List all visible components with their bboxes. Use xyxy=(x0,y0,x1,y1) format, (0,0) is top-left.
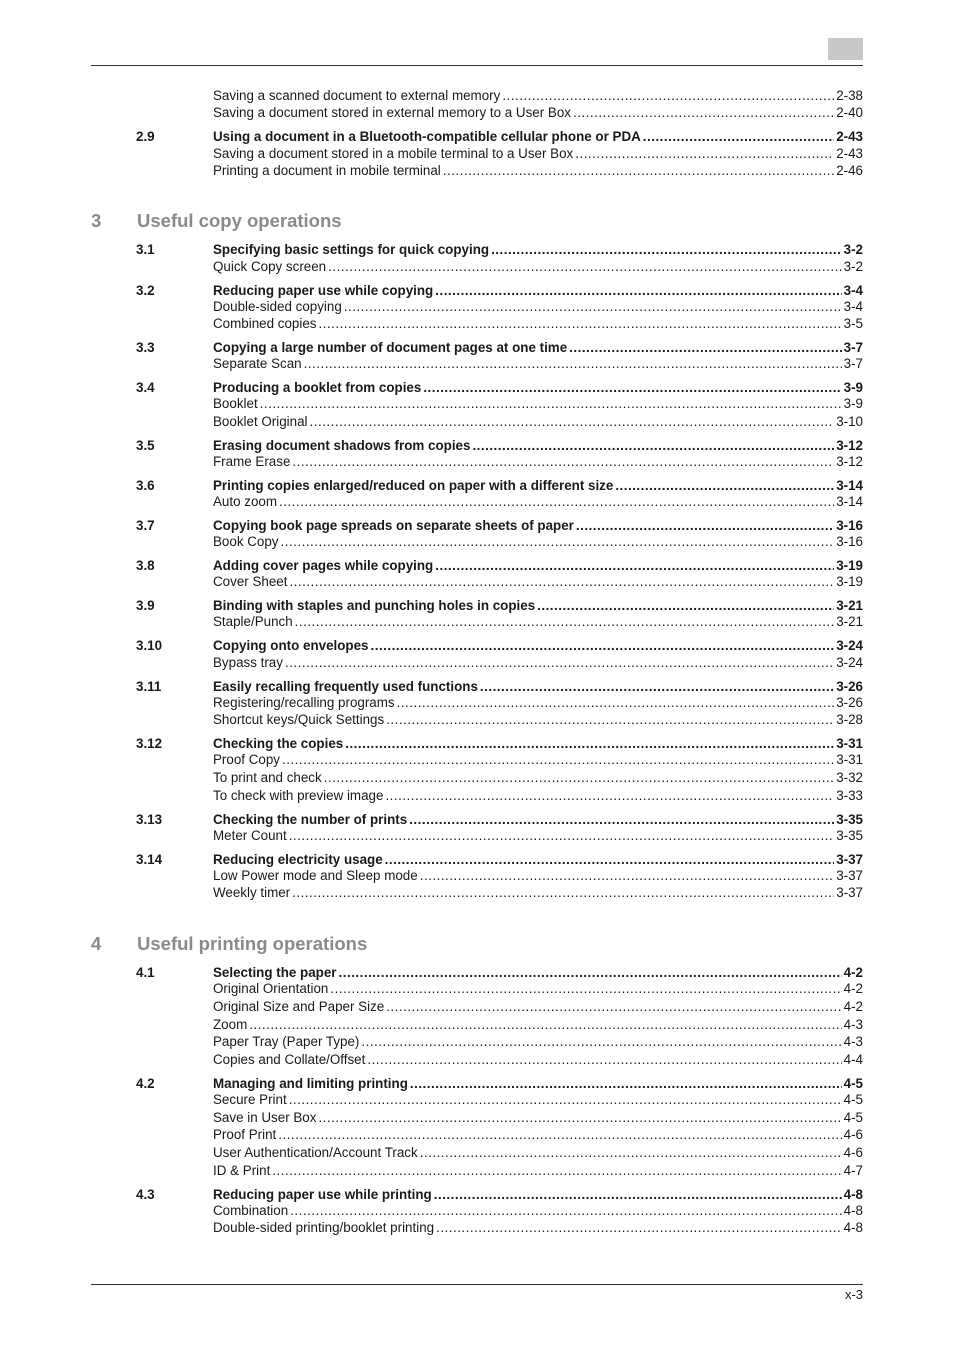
toc-entry-link[interactable] xyxy=(213,453,863,470)
toc-entry-link[interactable] xyxy=(213,315,863,332)
toc-title: Saving a scanned document to external memory xyxy=(213,88,501,103)
dot-leader xyxy=(278,1126,841,1143)
section-number: 4.3 xyxy=(136,1187,155,1202)
toc-title: Checking the number of prints xyxy=(213,812,408,827)
toc-page-ref: 3-28 xyxy=(836,712,863,727)
toc-entry-link[interactable] xyxy=(213,1144,863,1161)
dot-leader xyxy=(282,751,834,768)
dot-leader xyxy=(537,597,834,614)
section-number: 3.3 xyxy=(136,340,155,355)
toc-page-ref: 3-7 xyxy=(843,340,863,355)
toc-title: Reducing paper use while printing xyxy=(213,1187,432,1202)
dot-leader xyxy=(289,573,834,590)
toc-title: Separate Scan xyxy=(213,356,302,371)
dot-leader xyxy=(386,711,834,728)
chapter-heading xyxy=(91,933,367,955)
dot-leader xyxy=(576,517,834,534)
toc-title: Cover Sheet xyxy=(213,574,288,589)
toc-title: Copying book page spreads on separate sheets of paper xyxy=(213,518,574,533)
dot-leader xyxy=(260,395,842,412)
section-number: 3.2 xyxy=(136,283,155,298)
toc-title: Reducing paper use while copying xyxy=(213,283,434,298)
toc-page-ref: 4-5 xyxy=(843,1092,863,1107)
toc-page-ref: 2-46 xyxy=(836,163,863,178)
dot-leader xyxy=(371,637,835,654)
toc-title: Quick Copy screen xyxy=(213,259,327,274)
toc-page-ref: 4-3 xyxy=(843,1034,863,1049)
toc-page-ref: 3-14 xyxy=(836,494,863,509)
section-number: 3.11 xyxy=(136,679,162,694)
toc-title: Double-sided copying xyxy=(213,299,342,314)
toc-entry-link[interactable] xyxy=(213,769,863,786)
toc-entry-link[interactable] xyxy=(213,787,863,804)
dot-leader xyxy=(249,1016,841,1033)
toc-title: Binding with staples and punching holes in copies xyxy=(213,598,536,613)
page-number: x-3 xyxy=(844,1287,863,1302)
toc-title: To check with preview image xyxy=(213,788,384,803)
toc-title: Staple/Punch xyxy=(213,614,293,629)
dot-leader xyxy=(344,298,842,315)
toc-title: Checking the copies xyxy=(213,736,344,751)
toc-entry-link[interactable] xyxy=(213,711,863,728)
dot-leader xyxy=(386,998,841,1015)
toc-page-ref: 4-8 xyxy=(843,1220,863,1235)
dot-leader xyxy=(385,787,834,804)
toc-page-ref: 3-19 xyxy=(836,558,863,573)
toc-entry-link[interactable] xyxy=(213,1126,863,1143)
toc-title: Saving a document stored in external memory to a User Box xyxy=(213,105,571,120)
toc-entry-link[interactable] xyxy=(213,1202,863,1219)
toc-entry-link[interactable] xyxy=(213,867,863,884)
toc-title: Booklet Original xyxy=(213,414,308,429)
dot-leader xyxy=(318,1109,841,1126)
toc-page-ref: 2-43 xyxy=(836,129,863,144)
dot-leader xyxy=(436,1219,842,1236)
toc-title: Reducing electricity usage xyxy=(213,852,383,867)
toc-title: User Authentication/Account Track xyxy=(213,1145,418,1160)
dot-leader xyxy=(409,811,834,828)
toc-section-link[interactable] xyxy=(213,517,863,534)
toc-section-link[interactable] xyxy=(213,241,863,258)
dot-leader xyxy=(569,339,841,356)
footer-rule xyxy=(91,1284,863,1285)
dot-leader xyxy=(385,851,835,868)
dot-leader xyxy=(573,104,834,121)
toc-entry-link[interactable] xyxy=(213,145,863,162)
toc-page-ref: 3-4 xyxy=(843,283,863,298)
toc-title: Zoom xyxy=(213,1017,248,1032)
dot-leader xyxy=(361,1033,841,1050)
toc-entry-link[interactable] xyxy=(213,1016,863,1033)
toc-title: Proof Print xyxy=(213,1127,277,1142)
chapter-tab-marker xyxy=(828,38,863,60)
toc-title: Double-sided printing/booklet printing xyxy=(213,1220,435,1235)
toc-page-ref: 3-35 xyxy=(836,812,863,827)
dot-leader xyxy=(643,128,834,145)
section-number: 3.8 xyxy=(136,558,155,573)
toc-entry-link[interactable] xyxy=(213,654,863,671)
toc-page-ref: 3-7 xyxy=(843,356,863,371)
toc-entry-link[interactable] xyxy=(213,355,863,372)
toc-entry-link[interactable] xyxy=(213,827,863,844)
toc-title: Producing a booklet from copies xyxy=(213,380,422,395)
toc-section-link[interactable] xyxy=(213,437,863,454)
toc-section-link[interactable] xyxy=(213,597,863,614)
toc-page-ref: 3-16 xyxy=(836,534,863,549)
toc-section-link[interactable] xyxy=(213,477,863,494)
toc-section-link[interactable] xyxy=(213,851,863,868)
toc-entry-link[interactable] xyxy=(213,413,863,430)
dot-leader xyxy=(397,694,835,711)
toc-page-ref: 3-9 xyxy=(843,380,863,395)
toc-page-ref: 4-2 xyxy=(843,965,863,980)
dot-leader xyxy=(491,241,842,258)
toc-entry-link[interactable] xyxy=(213,1162,863,1179)
dot-leader xyxy=(279,493,834,510)
toc-title: Shortcut keys/Quick Settings xyxy=(213,712,385,727)
toc-title: Book Copy xyxy=(213,534,279,549)
dot-leader xyxy=(410,1075,842,1092)
toc-section-link[interactable] xyxy=(213,1186,863,1203)
dot-leader xyxy=(434,1186,842,1203)
toc-entry-link[interactable] xyxy=(213,1219,863,1236)
section-number: 3.9 xyxy=(136,598,155,613)
dot-leader xyxy=(330,980,841,997)
dot-leader xyxy=(423,379,841,396)
toc-page-ref: 3-10 xyxy=(836,414,863,429)
chapter-number: 3 xyxy=(91,210,102,231)
dot-leader xyxy=(443,162,834,179)
toc-page-ref: 3-5 xyxy=(843,316,863,331)
dot-leader xyxy=(435,557,834,574)
dot-leader xyxy=(289,827,835,844)
section-number: 3.5 xyxy=(136,438,155,453)
toc-page-ref: 3-2 xyxy=(843,242,863,257)
chapter-title: Useful printing operations xyxy=(137,933,368,954)
toc-title: Frame Erase xyxy=(213,454,291,469)
toc-title: Adding cover pages while copying xyxy=(213,558,434,573)
toc-title: Auto zoom xyxy=(213,494,278,509)
toc-page-ref: 3-35 xyxy=(836,828,863,843)
dot-leader xyxy=(310,413,835,430)
section-number: 4.1 xyxy=(136,965,155,980)
dot-leader xyxy=(575,145,834,162)
toc-page-ref: 3-9 xyxy=(843,396,863,411)
section-number: 3.6 xyxy=(136,478,155,493)
toc-entry-link[interactable] xyxy=(213,884,863,901)
dot-leader xyxy=(290,1202,841,1219)
dot-leader xyxy=(615,477,834,494)
toc-entry-link[interactable] xyxy=(213,162,863,179)
toc-page-ref: 4-6 xyxy=(843,1127,863,1142)
toc-title: Printing a document in mobile terminal xyxy=(213,163,441,178)
toc-section-link[interactable] xyxy=(213,557,863,574)
dot-leader xyxy=(318,315,841,332)
section-number: 3.4 xyxy=(136,380,155,395)
toc-page-ref: 3-12 xyxy=(836,438,863,453)
toc-entry-link[interactable] xyxy=(213,298,863,315)
dot-leader xyxy=(324,769,835,786)
toc-page-ref: 4-5 xyxy=(843,1076,863,1091)
toc-title: Using a document in a Bluetooth-compatible cellular phone or PDA xyxy=(213,129,641,144)
toc-title: Managing and limiting printing xyxy=(213,1076,408,1091)
toc-page-ref: 3-19 xyxy=(836,574,863,589)
toc-entry-link[interactable] xyxy=(213,104,863,121)
toc-page-ref: 3-31 xyxy=(836,752,863,767)
toc-page-ref: 3-33 xyxy=(836,788,863,803)
section-number: 2.9 xyxy=(136,129,155,144)
toc-section-link[interactable] xyxy=(213,379,863,396)
dot-leader xyxy=(420,1144,842,1161)
toc-title: Selecting the paper xyxy=(213,965,337,980)
toc-section-link[interactable] xyxy=(213,339,863,356)
dot-leader xyxy=(367,1051,841,1068)
toc-section-link[interactable] xyxy=(213,678,863,695)
toc-page-ref: 3-21 xyxy=(836,614,863,629)
toc-section-link[interactable] xyxy=(213,637,863,654)
section-number: 3.7 xyxy=(136,518,155,533)
toc-page-ref: 4-4 xyxy=(843,1052,863,1067)
toc-section-link[interactable] xyxy=(213,1075,863,1092)
dot-leader xyxy=(328,258,842,275)
toc-page-ref: 3-14 xyxy=(836,478,863,493)
toc-title: To print and check xyxy=(213,770,322,785)
toc-entry-link[interactable] xyxy=(213,1091,863,1108)
toc-page-ref: 3-37 xyxy=(836,868,863,883)
toc-section-link[interactable] xyxy=(213,735,863,752)
toc-entry-link[interactable] xyxy=(213,493,863,510)
toc-entry-link[interactable] xyxy=(213,1051,863,1068)
section-number: 3.13 xyxy=(136,812,163,827)
toc-section-link[interactable] xyxy=(213,282,863,299)
chapter-number: 4 xyxy=(91,933,102,954)
dot-leader xyxy=(285,654,834,671)
dot-leader xyxy=(289,1091,842,1108)
dot-leader xyxy=(292,453,834,470)
toc-page-ref: 4-5 xyxy=(843,1110,863,1125)
toc-section-link[interactable] xyxy=(213,964,863,981)
toc-title: ID & Print xyxy=(213,1163,271,1178)
toc-title: Original Orientation xyxy=(213,981,329,996)
toc-title: Erasing document shadows from copies xyxy=(213,438,471,453)
toc-title: Registering/recalling programs xyxy=(213,695,395,710)
toc-section-link[interactable] xyxy=(213,128,863,145)
toc-entry-link[interactable] xyxy=(213,258,863,275)
toc-section-link[interactable] xyxy=(213,811,863,828)
toc-title: Low Power mode and Sleep mode xyxy=(213,868,418,883)
toc-page-ref: 4-3 xyxy=(843,1017,863,1032)
toc-title: Weekly timer xyxy=(213,885,291,900)
toc-title: Copies and Collate/Offset xyxy=(213,1052,366,1067)
toc-page-ref: 3-37 xyxy=(836,885,863,900)
toc-title: Copying a large number of document pages at one time xyxy=(213,340,568,355)
dot-leader xyxy=(281,533,835,550)
toc-entry-link[interactable] xyxy=(213,694,863,711)
dot-leader xyxy=(292,884,834,901)
toc-entry-link[interactable] xyxy=(213,395,863,412)
toc-page-ref: 4-2 xyxy=(843,999,863,1014)
toc-entry-link[interactable] xyxy=(213,998,863,1015)
toc-page-ref: 4-6 xyxy=(843,1145,863,1160)
section-number: 3.14 xyxy=(136,852,163,867)
dot-leader xyxy=(272,1162,841,1179)
toc-title: Save in User Box xyxy=(213,1110,317,1125)
toc-entry-link[interactable] xyxy=(213,1033,863,1050)
toc-title: Printing copies enlarged/reduced on paper with a different size xyxy=(213,478,614,493)
toc-entry-link[interactable] xyxy=(213,751,863,768)
toc-entry-link[interactable] xyxy=(213,533,863,550)
toc-page-ref: 3-21 xyxy=(836,598,863,613)
dot-leader xyxy=(304,355,842,372)
toc-page-ref: 3-32 xyxy=(836,770,863,785)
toc-title: Specifying basic settings for quick copying xyxy=(213,242,490,257)
toc-title: Combination xyxy=(213,1203,289,1218)
toc-entry-link[interactable] xyxy=(213,613,863,630)
toc-title: Combined copies xyxy=(213,316,317,331)
toc-page-ref: 2-40 xyxy=(836,105,863,120)
dot-leader xyxy=(502,87,834,104)
toc-title: Paper Tray (Paper Type) xyxy=(213,1034,360,1049)
toc-page-ref: 4-8 xyxy=(843,1187,863,1202)
toc-page-ref: 3-31 xyxy=(836,736,863,751)
dot-leader xyxy=(420,867,834,884)
toc-title: Proof Copy xyxy=(213,752,280,767)
section-number: 3.10 xyxy=(136,638,163,653)
toc-entry-link[interactable] xyxy=(213,573,863,590)
toc-title: Meter Count xyxy=(213,828,287,843)
toc-page-ref: 4-7 xyxy=(843,1163,863,1178)
toc-entry-link[interactable] xyxy=(213,1109,863,1126)
toc-entry-link[interactable] xyxy=(213,980,863,997)
chapter-heading xyxy=(91,210,342,232)
toc-title: Saving a document stored in a mobile terminal to a User Box xyxy=(213,146,574,161)
section-number: 3.1 xyxy=(136,242,155,257)
section-number: 4.2 xyxy=(136,1076,155,1091)
toc-page-ref: 2-43 xyxy=(836,146,863,161)
dot-leader xyxy=(295,613,835,630)
dot-leader xyxy=(435,282,841,299)
toc-page-ref: 3-2 xyxy=(843,259,863,274)
toc-page-ref: 3-24 xyxy=(836,655,863,670)
chapter-title: Useful copy operations xyxy=(137,210,342,231)
header-rule xyxy=(91,65,863,66)
section-number: 3.12 xyxy=(136,736,163,751)
toc-page-ref: 3-12 xyxy=(836,454,863,469)
toc-page-ref: 3-16 xyxy=(836,518,863,533)
toc-page-ref: 3-26 xyxy=(836,679,863,694)
dot-leader xyxy=(480,678,834,695)
toc-title: Easily recalling frequently used functions xyxy=(213,679,478,694)
toc-page-ref: 3-24 xyxy=(836,638,863,653)
toc-title: Original Size and Paper Size xyxy=(213,999,385,1014)
dot-leader xyxy=(339,964,842,981)
toc-page-ref: 3-37 xyxy=(836,852,863,867)
toc-page-ref: 4-8 xyxy=(843,1203,863,1218)
toc-title: Bypass tray xyxy=(213,655,283,670)
toc-entry-link[interactable] xyxy=(213,87,863,104)
toc-page-ref: 3-4 xyxy=(843,299,863,314)
dot-leader xyxy=(472,437,834,454)
toc-page-ref: 3-26 xyxy=(836,695,863,710)
toc-title: Booklet xyxy=(213,396,258,411)
toc-title: Copying onto envelopes xyxy=(213,638,369,653)
dot-leader xyxy=(345,735,834,752)
toc-page-ref: 4-2 xyxy=(843,981,863,996)
toc-page-ref: 2-38 xyxy=(836,88,863,103)
toc-title: Secure Print xyxy=(213,1092,287,1107)
